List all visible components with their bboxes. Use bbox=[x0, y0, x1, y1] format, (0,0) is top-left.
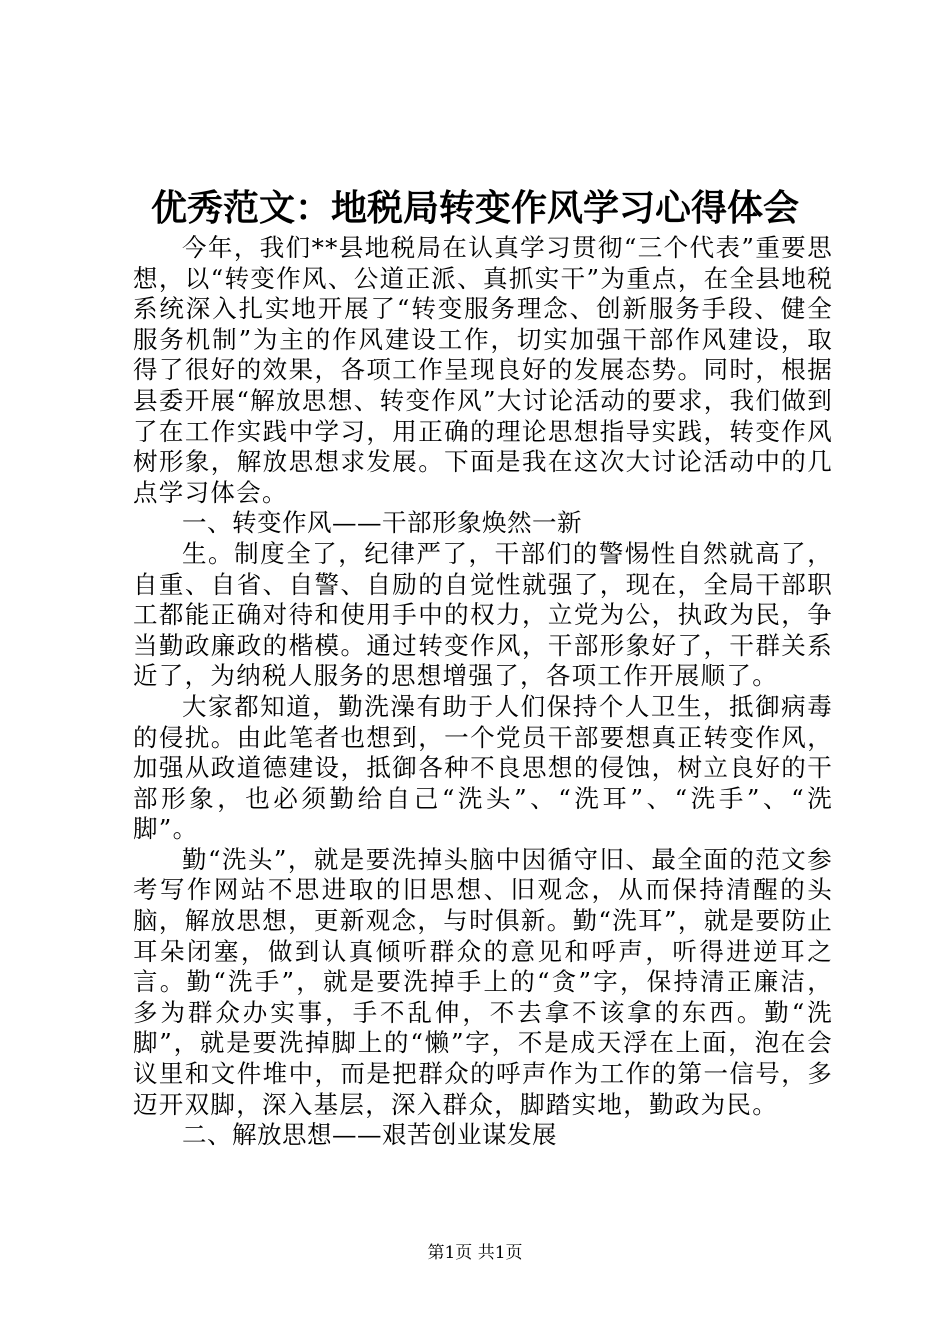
paragraph-intro: 今年，我们**县地税局在认真学习贯彻“三个代表”重要思想，以“转变作风、公道正派、真抓实干”为重点，在全县地税系统深入扎实地开展了“转变服务理念、创新服务手段、健全服务机制”为主的作风建设工作，切实加强干部作风建设，取得了很好的效果，各项工作呈现良好的发展态势。同时，根据县委开展“解放思想、转变作风”大讨论活动的要求，我们做到了在工作实践中学习，用正确的理论思想指导实践，转变作风树形象，解放思想求发展。下面是我在这次大讨论活动中的几点学习体会。 bbox=[133, 233, 833, 507]
paragraph-washing-details: 勤“洗头”，就是要洗掉头脑中因循守旧、最全面的范文参考写作网站不思进取的旧思想、旧观念，从而保持清醒的头脑，解放思想，更新观念，与时俱新。勤“洗耳”，就是要防止耳朵闭塞，做到认真倾听群众的意见和呼声，听得进逆耳之言。勤“洗手”，就是要洗掉手上的“贪”字，保持清正廉洁，多为群众办实事，手不乱伸，不去拿不该拿的东西。勤“洗脚”，就是要洗掉脚上的“懒”字，不是成天浮在上面，泡在会议里和文件堆中，而是把群众的呼声作为工作的第一信号，多迈开双脚，深入基层，深入群众，脚踏实地，勤政为民。 bbox=[133, 844, 833, 1119]
paragraph-washing-metaphor: 大家都知道，勤洗澡有助于人们保持个人卫生，抵御病毒的侵扰。由此笔者也想到，一个党员干部要想真正转变作风，加强从政道德建设，抵御各种不良思想的侵蚀，树立良好的干部形象，也必须勤给自己“洗头”、“洗耳”、“洗手”、“洗脚”。 bbox=[133, 691, 833, 844]
page-number-footer: 第1页 共1页 bbox=[427, 1243, 523, 1263]
document-body bbox=[133, 233, 833, 1151]
section-heading-2: 二、解放思想——艰苦创业谋发展 bbox=[182, 1120, 557, 1150]
section-heading-1: 一、转变作风——干部形象焕然一新 bbox=[182, 508, 582, 538]
document-title: 优秀范文：地税局转变作风学习心得体会 bbox=[150, 187, 799, 229]
paragraph-section-1: 生。制度全了，纪律严了，干部们的警惕性自然就高了，自重、自省、自警、自励的自觉性就强了，现在，全局干部职工都能正确对待和使用手中的权力，立党为公，执政为民，争当勤政廉政的楷模。通过转变作风，干部形象好了，干群关系近了，为纳税人服务的思想增强了，各项工作开展顺了。 bbox=[133, 538, 833, 691]
